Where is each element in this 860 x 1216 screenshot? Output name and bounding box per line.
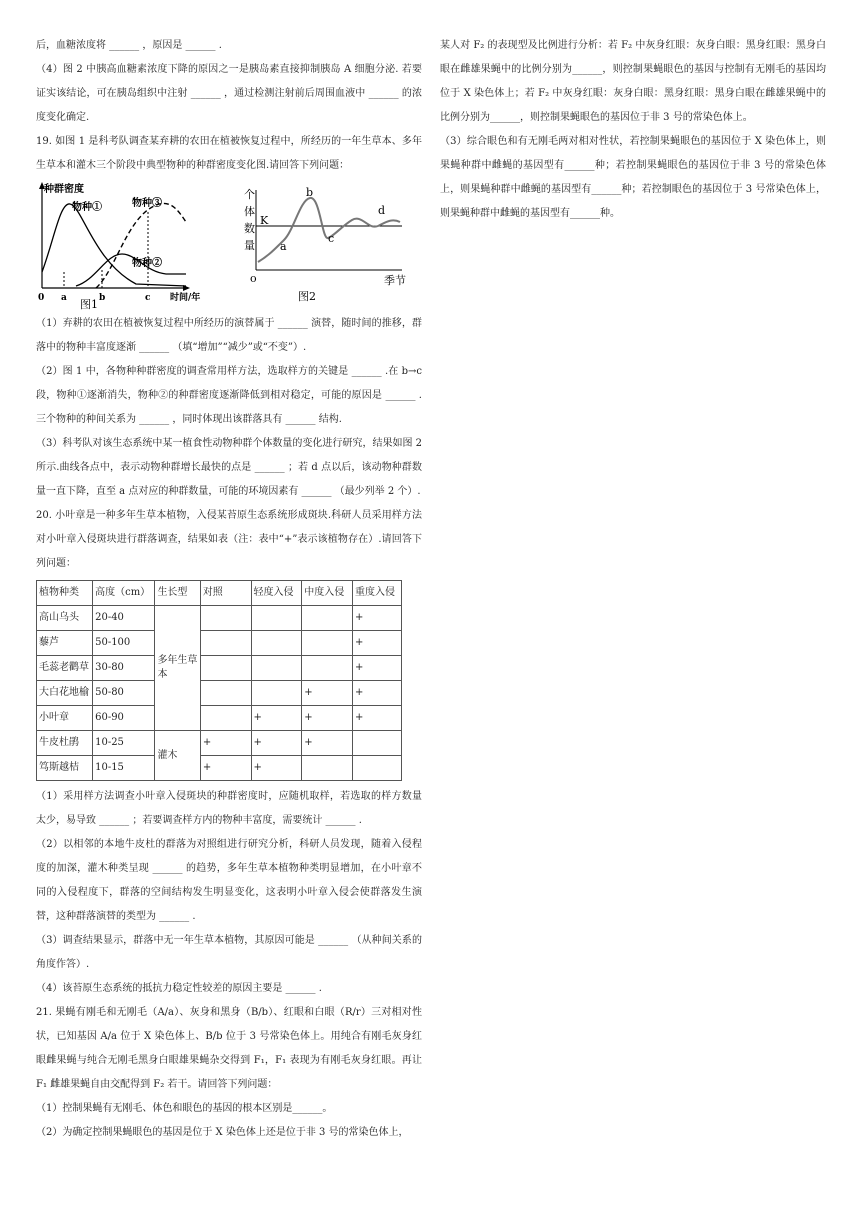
table-cell: + [251,706,302,731]
question-20-part-2: （2）以相邻的本地牛皮杜的群落为对照组进行研究分析，科研人员发现，随着入侵程度的加深，灌木种类呈现 ______ 的趋势，多年生草本植物种类明显增加，在小叶章不同的入侵程度下，群落的空间结构发生明显变化，这表明小叶章入侵会使群落发生演替，这种群落演替的类型为 ______ . [36,839,422,922]
fig1-ylabel: 种群密度 [44,184,84,195]
paragraph-blood-sugar: 后，血糖浓度将 ______ ，原因是 ______ . [36,40,222,51]
table-cell: 20-40 [93,606,155,631]
question-21-intro: 21. 果蝇有刚毛和无刚毛（A/a）、灰身和黑身（B/b）、红眼和白眼（R/r）三对相对性状，已知基因 A/a 位于 X 染色体上、B/b 位于 3 号常染色体上。用纯合有刚毛灰身红眼雌果蝇与纯合无刚毛黑身白眼雄果蝇杂交得到 F₁，F₁ 表现为有刚毛灰身红眼。再让 F₁ 雌雄果蝇自由交配得到 F₂ 若干。请回答下列问题： [36,1007,422,1090]
question-19-part-2: （2）图 1 中，各物种种群密度的调查常用样方法，选取样方的关键是 ______ .在 b→c 段，物种①逐渐消失，物种②的种群密度逐渐降低到相对稳定，可能的原因是 ______ .三个物种的种间关系为 ______ ，同时体现出该群落具有 ______ 结构. [36,366,422,425]
fig1-label-species-3: 物种③ [132,198,162,209]
table-cell [251,606,302,631]
question-19-intro: 19. 如图 1 是科考队调查某弃耕的农田在植被恢复过程中，所经历的一年生草本、多年生草本和灌木三个阶段中典型物种的种群密度变化图.请回答下列问题： [36,136,422,171]
table-cell [251,656,302,681]
table-row [37,631,402,656]
table-cell: + [200,756,251,781]
fig2-ylabel-1: 个 [244,188,255,201]
table-cell [353,756,402,781]
table-row [37,756,402,781]
fig2-point-b: b [306,186,314,199]
question-19-part-3: （3）科考队对该生态系统中某一植食性动物种群个体数量的变化进行研究，结果如图 2 所示.曲线各点中，表示动物种群增长最快的点是 ______ ；若 d 点以后，该动物种群数量一直下降，直至 a 点对应的种群数量，可能的环境因素有 ______ （最少列举 2 个）. [36,438,422,497]
figure-2 [232,180,422,310]
table-cell: 藜芦 [37,631,93,656]
table-cell [302,756,353,781]
table-row [37,681,402,706]
fig2-caption: 图2 [298,290,316,303]
fig1-tick-b: b [99,293,106,303]
fig2-k-label: K [260,214,269,227]
table-cell: + [302,731,353,756]
question-20-part-1: （1）采用样方法调查小叶章入侵斑块的种群密度时，应随机取样，若选取的样方数量太少，易导致 ______ ；若要调查样方内的物种丰富度，需要统计 ______ . [36,791,422,826]
table-cell: + [302,681,353,706]
table-cell [353,731,402,756]
fig2-point-a: a [280,240,287,253]
fig2-ylabel-4: 量 [244,239,255,252]
table-cell: 小叶章 [37,706,93,731]
question-20-part-3: （3）调查结果显示，群落中无一年生草本植物，其原因可能是 ______ （从种间关系的角度作答）. [36,935,422,970]
table-header: 高度（cm） [93,581,155,606]
plant-survey-table [36,580,402,781]
fig1-tick-a: a [61,293,67,303]
fig1-tick-c: c [145,293,151,303]
figures-row [36,180,422,312]
table-header: 对照 [200,581,251,606]
figure-1 [36,180,216,310]
table-cell: + [353,706,402,731]
fig2-ylabel-3: 数 [244,222,255,235]
table-cell: 笃斯越桔 [37,756,93,781]
table-cell: 牛皮杜鹃 [37,731,93,756]
fig2-xlabel: 季节 [384,274,406,287]
table-header: 轻度入侵 [251,581,302,606]
table-cell [200,606,251,631]
table-row [37,731,402,756]
table-cell [200,656,251,681]
table-cell: + [353,681,402,706]
fig2-origin: o [250,272,257,285]
table-cell [200,681,251,706]
table-cell [302,606,353,631]
fig1-caption: 图1 [80,298,98,310]
table-header: 生长型 [155,581,200,606]
fig1-curve-species-3 [96,203,186,288]
table-cell: + [251,731,302,756]
question-21-part-2-cont: 某人对 F₂ 的表现型及比例进行分析：若 F₂ 中灰身红眼：灰身白眼：黑身红眼：黑身白眼在雌雄果蝇中的比例分别为______，则控制果蝇眼色的基因与控制有无刚毛的基因均位于 X 染色体上；若 F₂ 中灰身红眼：灰身白眼：黑身红眼：黑身白眼在雌雄果蝇中的比例分别为______，则控制果蝇眼色的基因位于非 3 号的常染色体上。 [440,40,826,123]
table-header: 重度入侵 [353,581,402,606]
table-cell [200,706,251,731]
table-cell: + [353,656,402,681]
table-cell [302,631,353,656]
fig1-label-species-1: 物种① [72,202,102,213]
table-row [37,706,402,731]
left-column [36,34,422,1145]
table-cell: 60-90 [93,706,155,731]
table-cell: 大白花地榆 [37,681,93,706]
table-cell: + [353,631,402,656]
fig1-xlabel: 时间/年 [170,293,201,303]
table-header-row [37,581,402,606]
table-header: 植物种类 [37,581,93,606]
table-cell [302,656,353,681]
question-20-part-4: （4）该苔原生态系统的抵抗力稳定性较差的原因主要是 ______ . [36,983,322,994]
table-cell: 高山乌头 [37,606,93,631]
question-21-part-3: （3）综合眼色和有无刚毛两对相对性状，若控制果蝇眼色的基因位于 X 染色体上，则果蝇种群中雌蝇的基因型有______种；若控制果蝇眼色的基因位于非 3 号的常染色体上，则果蝇种群中雌蝇的基因型有______种；若控制眼色的基因位于 3 号常染色体上，则果蝇种群中雌蝇的基因型有______种。 [440,136,826,219]
table-cell [251,681,302,706]
table-row [37,606,402,631]
table-cell: 30-80 [93,656,155,681]
fig2-ylabel-2: 体 [244,205,255,218]
table-header: 中度入侵 [302,581,353,606]
question-19-part-1: （1）弃耕的农田在植被恢复过程中所经历的演替属于 ______ 演替，随时间的推移，群落中的物种丰富度逐渐 ______ （填“增加”“减少”或“不变”）. [36,318,422,353]
table-cell [200,631,251,656]
table-cell: + [251,756,302,781]
fig1-label-species-2: 物种② [132,258,162,269]
table-cell: 50-80 [93,681,155,706]
table-cell [251,631,302,656]
table-cell: 10-15 [93,756,155,781]
question-21-part-1: （1）控制果蝇有无刚毛、体色和眼色的基因的根本区别是______。 [36,1103,333,1114]
table-cell: 毛蕊老鹳草 [37,656,93,681]
right-column [440,34,826,226]
table-cell: + [302,706,353,731]
table-cell-growth-shrub: 灌木 [155,731,200,781]
fig2-point-d: d [378,204,386,217]
table-cell-growth-herb: 多年生草本 [155,606,200,731]
table-cell: + [200,731,251,756]
table-cell: 50-100 [93,631,155,656]
fig2-point-c: c [328,232,335,245]
question-20-intro: 20. 小叶章是一种多年生草本植物，入侵某苔原生态系统形成斑块.科研人员采用样方法对小叶章入侵斑块进行群落调查，结果如表（注：表中“+”表示该植物存在）.请回答下列问题： [36,510,422,569]
table-cell: 10-25 [93,731,155,756]
table-cell: + [353,606,402,631]
question-18-part-4: （4）图 2 中胰高血糖素浓度下降的原因之一是胰岛素直接抑制胰岛 A 细胞分泌. 若要证实该结论，可在胰岛组织中注射 ______ ，通过检测注射前后周围血液中 ______ 的浓度变化确定. [36,64,422,123]
question-21-part-2: （2）为确定控制果蝇眼色的基因是位于 X 染色体上还是位于非 3 号的常染色体上， [36,1127,409,1138]
fig1-origin: 0 [38,293,45,303]
table-row [37,656,402,681]
